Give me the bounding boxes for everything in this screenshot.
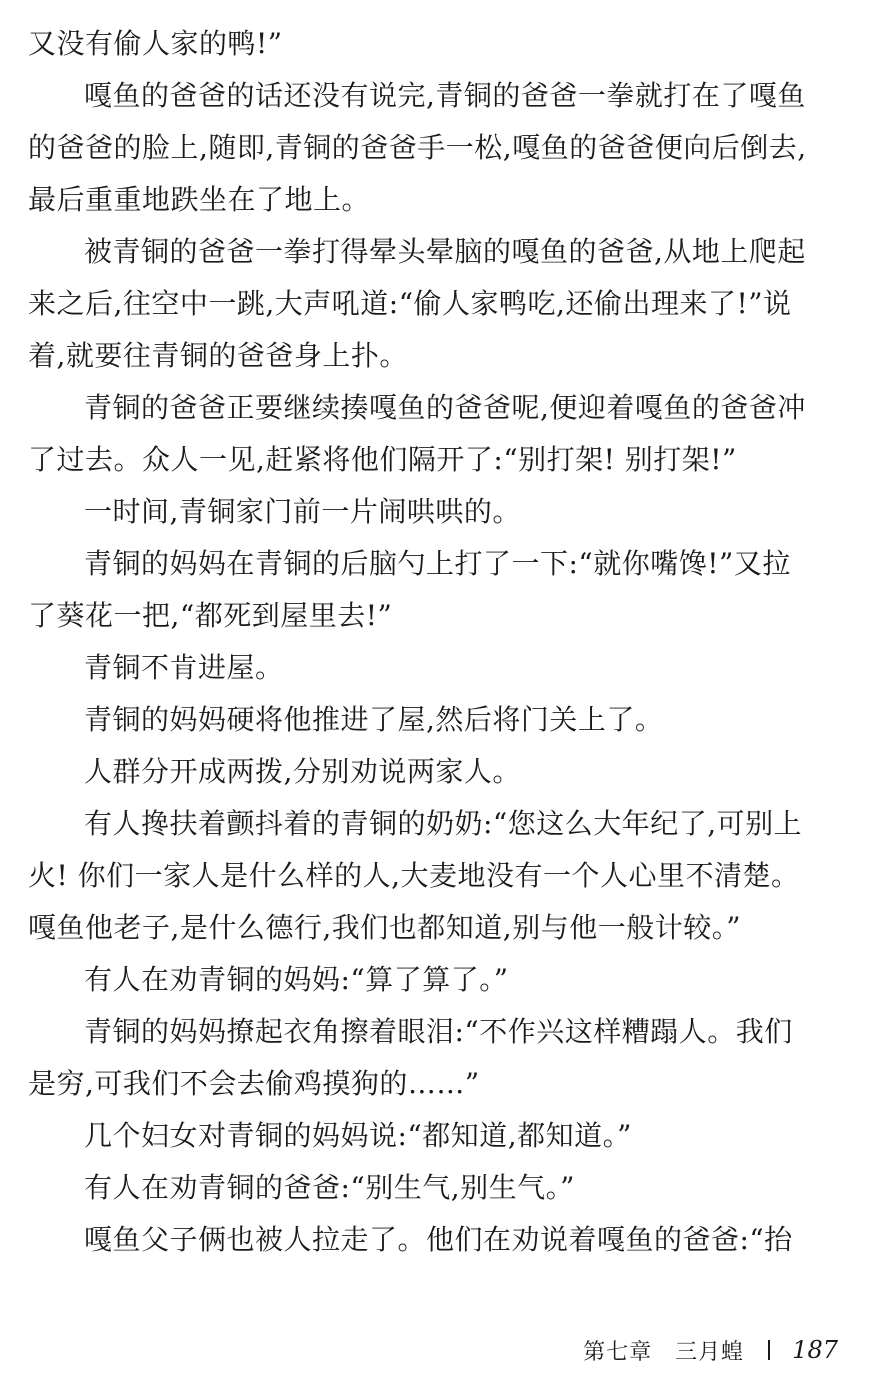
text-line: 有人在劝青铜的爸爸:“别生气,别生气。”: [84, 1171, 575, 1204]
text-line: 的爸爸的脸上,随即,青铜的爸爸手一松,嘎鱼的爸爸便向后倒去,: [28, 131, 807, 164]
page-footer: [583, 1334, 838, 1366]
footer-divider: [768, 1340, 770, 1360]
text-line: 青铜的妈妈在青铜的后脑勺上打了一下:“就你嘴馋!”又拉: [84, 547, 791, 580]
text-line: 嘎鱼他老子,是什么德行,我们也都知道,别与他一般计较。”: [28, 911, 742, 944]
text-line: 最后重重地跌坐在了地上。: [28, 183, 371, 216]
text-line: 有人在劝青铜的妈妈:“算了算了。”: [84, 963, 509, 996]
body-text: [28, 18, 844, 1266]
text-line: 是穷,可我们不会去偷鸡摸狗的……”: [28, 1067, 480, 1100]
text-line: 来之后,往空中一跳,大声吼道:“偷人家鸭吃,还偷出理来了!”说: [28, 287, 792, 320]
text-line: 人群分开成两拨,分别劝说两家人。: [84, 755, 521, 788]
text-line: 青铜的爸爸正要继续揍嘎鱼的爸爸呢,便迎着嘎鱼的爸爸冲: [84, 391, 806, 424]
text-line: 嘎鱼父子俩也被人拉走了。他们在劝说着嘎鱼的爸爸:“抬: [84, 1223, 793, 1256]
text-line: 青铜不肯进屋。: [84, 651, 284, 684]
page-number: 187: [792, 1336, 838, 1364]
text-line: 青铜的妈妈撩起衣角擦着眼泪:“不作兴这样糟蹋人。我们: [84, 1015, 793, 1048]
text-line: 又没有偷人家的鸭!”: [28, 27, 283, 60]
text-line: 着,就要往青铜的爸爸身上扑。: [28, 339, 408, 372]
text-line: 一时间,青铜家门前一片闹哄哄的。: [84, 495, 521, 528]
text-line: 几个妇女对青铜的妈妈说:“都知道,都知道。”: [84, 1119, 632, 1152]
text-line: 有人搀扶着颤抖着的青铜的奶奶:“您这么大年纪了,可别上: [84, 807, 803, 840]
text-line: 被青铜的爸爸一拳打得晕头晕脑的嘎鱼的爸爸,从地上爬起: [84, 235, 806, 268]
running-chapter-title: 第七章 三月蝗: [583, 1339, 745, 1365]
text-line: 了葵花一把,“都死到屋里去!”: [28, 599, 393, 632]
text-line: 嘎鱼的爸爸的话还没有说完,青铜的爸爸一拳就打在了嘎鱼: [84, 79, 806, 112]
text-line: 了过去。众人一见,赶紧将他们隔开了:“别打架! 别打架!”: [28, 443, 737, 476]
text-line: 火! 你们一家人是什么样的人,大麦地没有一个人心里不清楚。: [28, 859, 800, 892]
text-line: 青铜的妈妈硬将他推进了屋,然后将门关上了。: [84, 703, 664, 736]
